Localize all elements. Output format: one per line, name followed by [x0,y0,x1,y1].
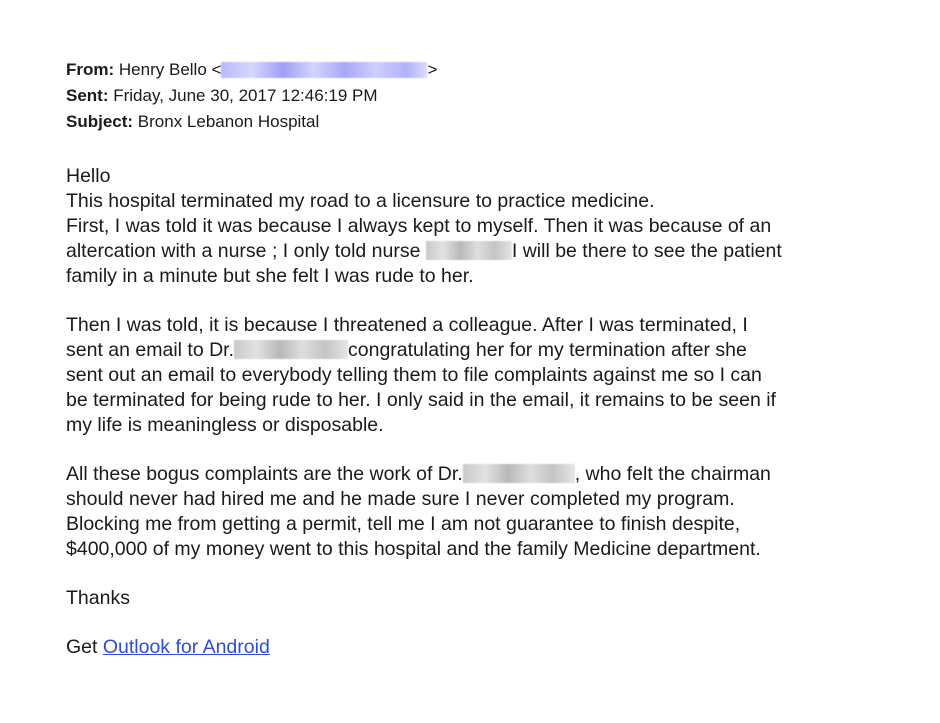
signature-prefix: Get [66,636,103,658]
signature [66,635,886,660]
body-line: sent out an email to everybody telling them to file complaints against me so I can [66,364,762,386]
body-line: $400,000 of my money went to this hospital and the family Medicine department. [66,538,761,560]
paragraph-gap [66,562,886,586]
subject-value: Bronx Lebanon Hospital [137,112,320,131]
sent-line [66,86,378,106]
body-line: family in a minute but she felt I was rude to her. [66,265,474,287]
sent-label: Sent: [66,86,109,105]
subject-line [66,112,319,132]
body-line: Blocking me from getting a permit, tell me I am not guarantee to finish despite, [66,513,741,535]
body-text-fragment: , who felt the chairman [574,463,771,485]
body-line [66,239,886,264]
outlook-for-android-link[interactable]: Outlook for Android [102,636,270,658]
redacted-doctor-name [463,464,575,483]
redacted-nurse-name [426,241,512,260]
body-line: Then I was told, it is because I threatened a colleague. After I was terminated, I [66,314,748,336]
body-text-fragment: sent an email to Dr. [66,339,234,361]
from-line [66,60,437,80]
body-line [66,338,886,363]
paragraph-gap [66,611,886,635]
body-text-fragment: All these bogus complaints are the work of Dr. [66,463,463,485]
thanks: Thanks [66,587,130,609]
redacted-email-address [221,62,427,78]
body-line [66,462,886,487]
subject-label: Subject: [66,112,134,131]
sent-value: Friday, June 30, 2017 12:46:19 PM [113,86,378,105]
from-close: > [427,60,438,79]
body-text-fragment: congratulating her for my termination after she [348,339,747,361]
greeting: Hello [66,165,111,187]
from-name: Henry Bello < [118,60,222,79]
from-label: From: [66,60,115,79]
body-text-fragment: I will be there to see the patient [511,240,782,262]
body-line: First, I was told it was because I always kept to myself. Then it was because of an [66,215,772,237]
body-text-fragment: altercation with a nurse ; I only told nurse [66,240,426,262]
body-line: This hospital terminated my road to a licensure to practice medicine. [66,190,655,212]
email-body [66,164,886,660]
body-line: should never had hired me and he made sure I never completed my program. [66,488,735,510]
redacted-doctor-name [234,340,348,359]
paragraph-gap [66,289,886,313]
body-line: my life is meaningless or disposable. [66,414,384,436]
body-line: be terminated for being rude to her. I only said in the email, it remains to be seen if [66,389,776,411]
paragraph-gap [66,438,886,462]
